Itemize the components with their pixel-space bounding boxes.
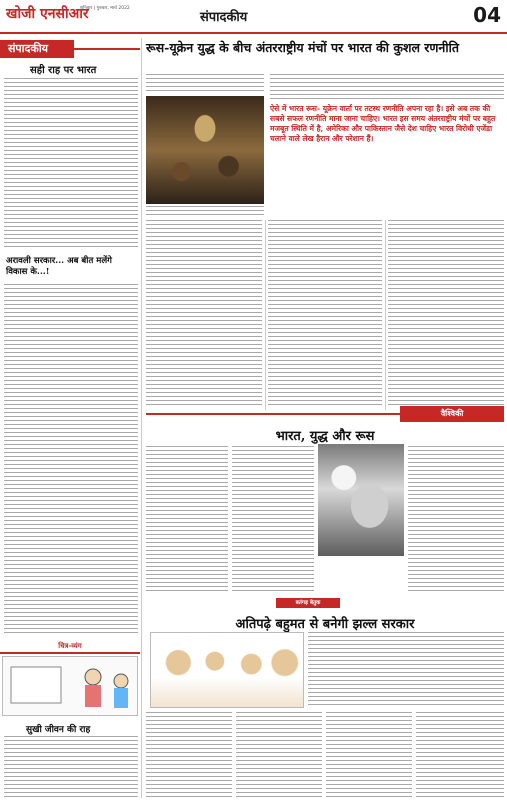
main-col1-body	[146, 220, 262, 406]
main-col3-body	[388, 220, 504, 406]
main-col2-body	[268, 220, 382, 406]
page-number: 04	[473, 3, 501, 27]
cartoon-label: चित्र-व्यंग	[58, 642, 82, 650]
cartoon-banner	[0, 642, 140, 654]
bottom-left-title: सुखी जीवन की राह	[26, 725, 91, 735]
vaishviki-col2	[232, 446, 314, 594]
photo-caption	[146, 206, 264, 216]
editorial-banner-label: संपादकीय	[8, 42, 49, 55]
column-divider	[141, 38, 142, 798]
cartoon-illustration	[2, 656, 138, 716]
vaishviki-headline: भारत, युद्ध और रूस	[275, 429, 375, 444]
mid-article-title: अरावली सरकार... अब बीत मलेंगे विकास के...!	[6, 256, 112, 277]
main-intro-text	[146, 74, 264, 94]
section-title: संपादकीय	[200, 10, 248, 25]
vaishviki-col3	[408, 446, 504, 594]
bottom-col3	[326, 712, 412, 798]
main-deck: ऐसे में भारत रूस- यूक्रेन वार्ता पर तटस्थ रणनीति अपना रहा है। इसे अब तक की सबसे सफल रणनीति माना जाना चाहिए। भारत इस समय अंतरराष्ट्रीय मंचों पर बहुत मजबूत स्थिति में है, अमेरिका और पाकिस्तान जैसे देश चाहिए भारत विरोधी एजेंडा चलाने वाले लेख हैरान और परेशान हैं।	[270, 104, 496, 143]
editorial-banner	[0, 40, 74, 58]
un-assembly-photo	[146, 96, 264, 204]
bottom-headline: अतिपढ़े बहुमत से बनेगी झल्ल सरकार	[235, 617, 415, 632]
masthead	[0, 0, 507, 34]
dateline: शनिवार | गुरुवार, मार्च 2022	[80, 6, 130, 11]
column-divider	[265, 220, 266, 410]
bottom-col2	[236, 712, 322, 798]
newspaper-logo: खोजी एनसीआर	[6, 6, 89, 22]
vaishviki-col1	[146, 446, 228, 594]
banner-rule	[74, 48, 140, 50]
main-right-text	[270, 74, 504, 102]
bottom-col4	[416, 712, 504, 798]
column-divider	[385, 220, 386, 410]
main-headline: रूस-यूक्रेन युद्ध के बीच अंतरराष्ट्रीय मंचों पर भारत की कुशल रणनीति	[146, 40, 459, 55]
war-photo	[318, 444, 404, 556]
cartoon-drawing	[3, 657, 139, 717]
bottom-col-intro	[308, 632, 504, 708]
editorial-title: सही राह पर भारत	[30, 65, 97, 76]
editorial-body	[4, 78, 138, 250]
mid-article-body	[4, 284, 138, 636]
bottom-kicker: बतंगड़ बेतुक	[276, 598, 340, 608]
vaishviki-label: वैश्विकी	[400, 406, 504, 422]
section-rule	[146, 413, 400, 415]
bottom-left-body	[4, 736, 138, 798]
bottom-col1	[146, 712, 232, 798]
politicians-illustration	[150, 632, 304, 708]
